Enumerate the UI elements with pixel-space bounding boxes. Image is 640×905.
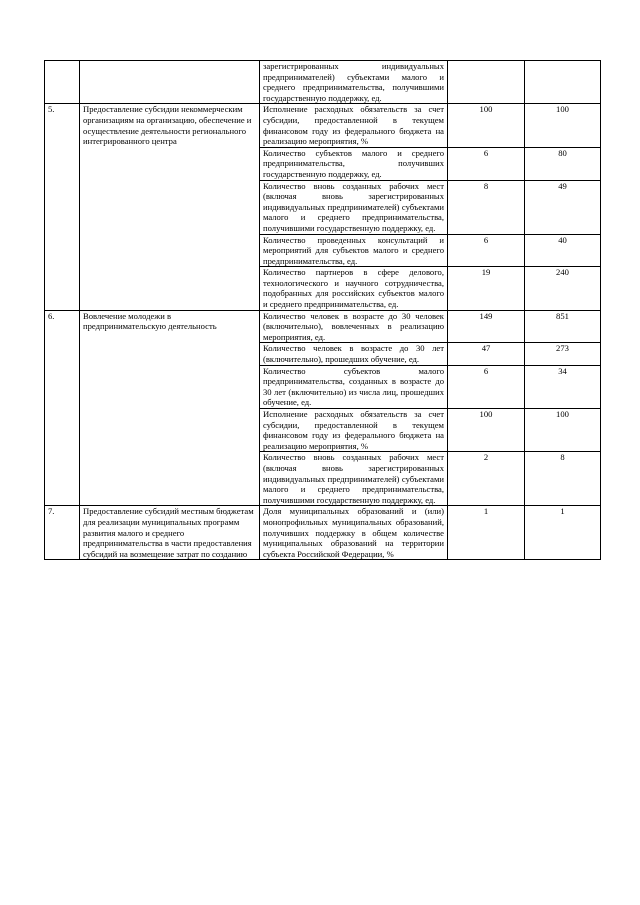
- item-number-cell: 5.: [45, 104, 80, 310]
- measure-name-cell: Вовлечение молодежи в предпринимательскую деятельность: [80, 310, 260, 506]
- target-value-cell: 34: [525, 365, 601, 408]
- item-number-cell: 6.: [45, 310, 80, 506]
- indicator-cell: Исполнение расходных обязательств за счет субсидии, предоставленной в текущем финансовом году из федерального бюджета на реализацию мероприятия, %: [260, 409, 448, 452]
- indicator-cell: Количество вновь созданных рабочих мест (включая вновь зарегистрированных индивидуальных предпринимателей) субъектами малого и среднего предпринимательства, получившими государственную поддержку, ед.: [260, 180, 448, 234]
- indicator-cell: Количество человек в возрасте до 30 лет (включительно), прошедших обучение, ед.: [260, 343, 448, 365]
- table-row: [45, 104, 601, 147]
- value-cell: 6: [448, 147, 525, 180]
- value-cell: [448, 61, 525, 104]
- value-cell: 1: [448, 506, 525, 560]
- target-value-cell: 1: [525, 506, 601, 560]
- item-number-cell: 7.: [45, 506, 80, 560]
- indicator-cell: Количество человек в возрасте до 30 человек (включительно), вовлеченных в реализацию мероприятия, ед.: [260, 310, 448, 343]
- indicator-cell: зарегистрированных индивидуальных предпринимателей) субъектами малого и среднего предпринимательства, получившими государственную поддержку, ед.: [260, 61, 448, 104]
- indicator-cell: Доля муниципальных образований и (или) монопрофильных муниципальных образований, получивших поддержку в общем количестве муниципальных образований на территории субъекта Российской Федерации, %: [260, 506, 448, 560]
- indicators-table-body: [45, 61, 601, 560]
- target-value-cell: 851: [525, 310, 601, 343]
- target-value-cell: 273: [525, 343, 601, 365]
- indicator-cell: Исполнение расходных обязательств за счет субсидии, предоставленной в текущем финансовом году из федерального бюджета на реализацию мероприятия, %: [260, 104, 448, 147]
- table-row: [45, 61, 601, 104]
- indicators-table: [44, 60, 601, 560]
- target-value-cell: 40: [525, 234, 601, 267]
- target-value-cell: [525, 61, 601, 104]
- table-row: [45, 506, 601, 560]
- indicator-cell: Количество субъектов малого и среднего предпринимательства, получивших государственную поддержку, ед.: [260, 147, 448, 180]
- value-cell: 2: [448, 452, 525, 506]
- value-cell: 19: [448, 267, 525, 310]
- value-cell: 149: [448, 310, 525, 343]
- value-cell: 47: [448, 343, 525, 365]
- measure-name-cell: Предоставление субсидии некоммерческим организациям на организацию, обеспечение и осуществление деятельности регионального интегрированного центра: [80, 104, 260, 310]
- value-cell: 6: [448, 234, 525, 267]
- target-value-cell: 49: [525, 180, 601, 234]
- value-cell: 100: [448, 409, 525, 452]
- target-value-cell: 80: [525, 147, 601, 180]
- indicator-cell: Количество партнеров в сфере делового, технологического и научного сотрудничества, подобранных для российских субъектов малого и среднего предпринимательства, ед.: [260, 267, 448, 310]
- document-page: [44, 60, 600, 560]
- target-value-cell: 100: [525, 409, 601, 452]
- table-row: [45, 310, 601, 343]
- value-cell: 6: [448, 365, 525, 408]
- indicator-cell: Количество субъектов малого предпринимательства, созданных в возрасте до 30 лет (включительно) из числа лиц, прошедших обучение, ед.: [260, 365, 448, 408]
- item-number-cell: [45, 61, 80, 104]
- indicator-cell: Количество вновь созданных рабочих мест (включая вновь зарегистрированных индивидуальных предпринимателей) субъектами малого и среднего предпринимательства, получившими государственную поддержку, ед.: [260, 452, 448, 506]
- value-cell: 100: [448, 104, 525, 147]
- target-value-cell: 8: [525, 452, 601, 506]
- target-value-cell: 240: [525, 267, 601, 310]
- indicator-cell: Количество проведенных консультаций и мероприятий для субъектов малого и среднего предпринимательства, ед.: [260, 234, 448, 267]
- target-value-cell: 100: [525, 104, 601, 147]
- measure-name-cell: Предоставление субсидий местным бюджетам для реализации муниципальных программ развития малого и среднего предпринимательства в части предоставления субсидий на возмещение затрат по созданию: [80, 506, 260, 560]
- measure-name-cell: [80, 61, 260, 104]
- value-cell: 8: [448, 180, 525, 234]
